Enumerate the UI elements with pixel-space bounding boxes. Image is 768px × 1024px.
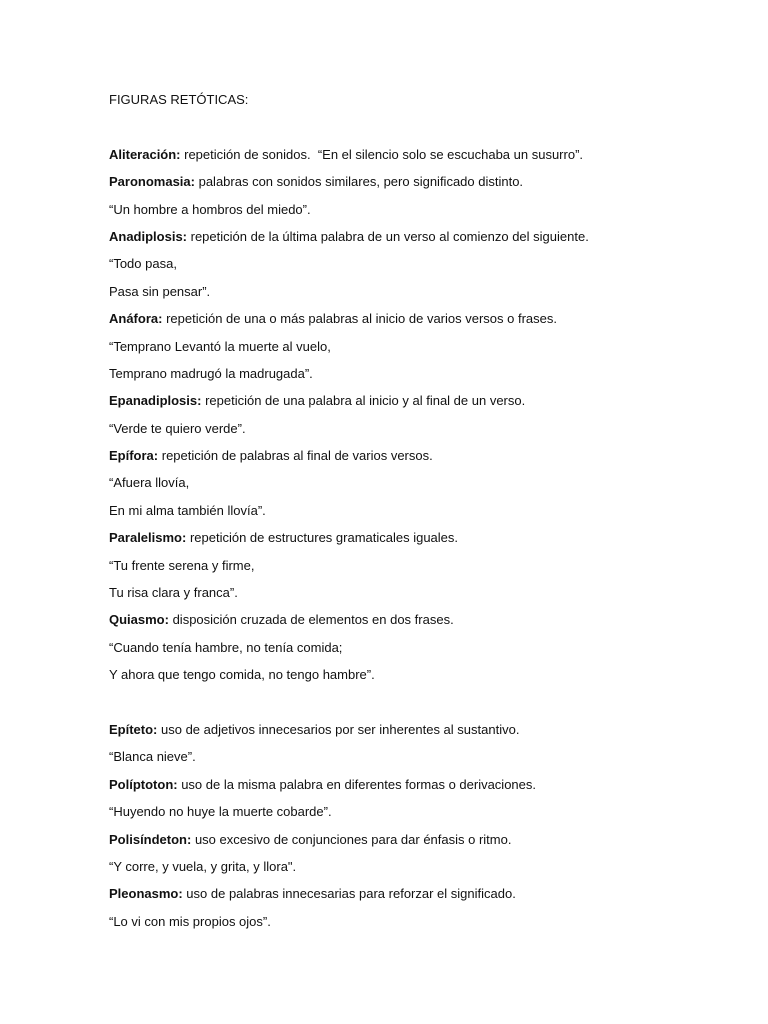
figure-example: “Tu frente serena y firme, [109, 557, 255, 573]
blank-line [109, 689, 729, 716]
figure-definition [109, 305, 729, 332]
figure-example: “Cuando tenía hambre, no tenía comida; [109, 639, 343, 655]
figure-term: Paralelismo: [109, 530, 187, 546]
figure-description: repetición de palabras al final de varios versos. [158, 448, 433, 464]
figure-term: Polisíndeton: [109, 831, 192, 847]
figure-definition [109, 524, 729, 551]
figure-example: “Verde te quiero verde”. [109, 420, 246, 436]
figure-description: repetición de la última palabra de un verso al comienzo del siguiente. [187, 228, 589, 244]
figure-definition [109, 141, 729, 168]
figure-definition [109, 168, 729, 195]
figure-description: uso de palabras innecesarias para reforzar el significado. [182, 886, 516, 902]
figure-description: repetición de una palabra al inicio y al final de un verso. [201, 393, 526, 409]
figure-description: repetición de sonidos. “En el silencio solo se escuchaba un susurro”. [180, 146, 584, 162]
figure-example: “Temprano Levantó la muerte al vuelo, [109, 338, 331, 354]
figure-example: Y ahora que tengo comida, no tengo hambre”. [109, 667, 375, 683]
figure-description: uso excesivo de conjunciones para dar énfasis o ritmo. [191, 831, 512, 847]
blank-line [109, 113, 729, 140]
document-title: FIGURAS RETÓTICAS: [109, 92, 249, 107]
document-body [109, 86, 729, 935]
figure-term: Políptoton: [109, 776, 178, 792]
figure-example: “Lo vi con mis propios ojos”. [109, 913, 271, 929]
figure-term: Pleonasmo: [109, 886, 183, 902]
figure-definition [109, 223, 729, 250]
figure-example: “Y corre, y vuela, y grita, y llora". [109, 858, 297, 874]
figure-description: palabras con sonidos similares, pero significado distinto. [194, 174, 524, 190]
figure-example: “Huyendo no huye la muerte cobarde”. [109, 804, 332, 820]
figure-term: Anadiplosis: [109, 228, 188, 244]
figure-description: uso de la misma palabra en diferentes formas o derivaciones. [177, 776, 537, 792]
figure-term: Epífora: [109, 448, 159, 464]
figure-example: “Todo pasa, [109, 256, 177, 272]
figure-definition [109, 880, 729, 907]
figure-description: disposición cruzada de elementos en dos frases. [168, 612, 454, 628]
figure-example: “Blanca nieve”. [109, 749, 196, 765]
figure-description: uso de adjetivos innecesarios por ser inherentes al sustantivo. [157, 721, 520, 737]
figure-description: repetición de una o más palabras al inicio de varios versos o frases. [162, 311, 557, 327]
figure-example: Temprano madrugó la madrugada”. [109, 365, 313, 381]
figure-definition [109, 826, 729, 853]
figure-definition [109, 387, 729, 414]
figure-definition [109, 771, 729, 798]
figure-term: Quiasmo: [109, 612, 169, 628]
figure-term: Paronomasia: [109, 174, 195, 190]
figures-section-2 [109, 716, 729, 935]
figure-description: repetición de estructures gramaticales iguales. [186, 530, 459, 546]
figure-example: “Un hombre a hombros del miedo”. [109, 201, 311, 217]
figure-term: Anáfora: [109, 311, 163, 327]
figure-example: Pasa sin pensar”. [109, 283, 211, 299]
figures-section-1 [109, 141, 729, 689]
figure-term: Aliteración: [109, 146, 181, 162]
figure-example: En mi alma también llovía”. [109, 502, 266, 518]
figure-term: Epíteto: [109, 721, 158, 737]
figure-example: Tu risa clara y franca”. [109, 585, 238, 601]
figure-definition [109, 606, 729, 633]
figure-example: “Afuera llovía, [109, 475, 190, 491]
figure-definition [109, 442, 729, 469]
figure-definition [109, 716, 729, 743]
figure-term: Epanadiplosis: [109, 393, 202, 409]
